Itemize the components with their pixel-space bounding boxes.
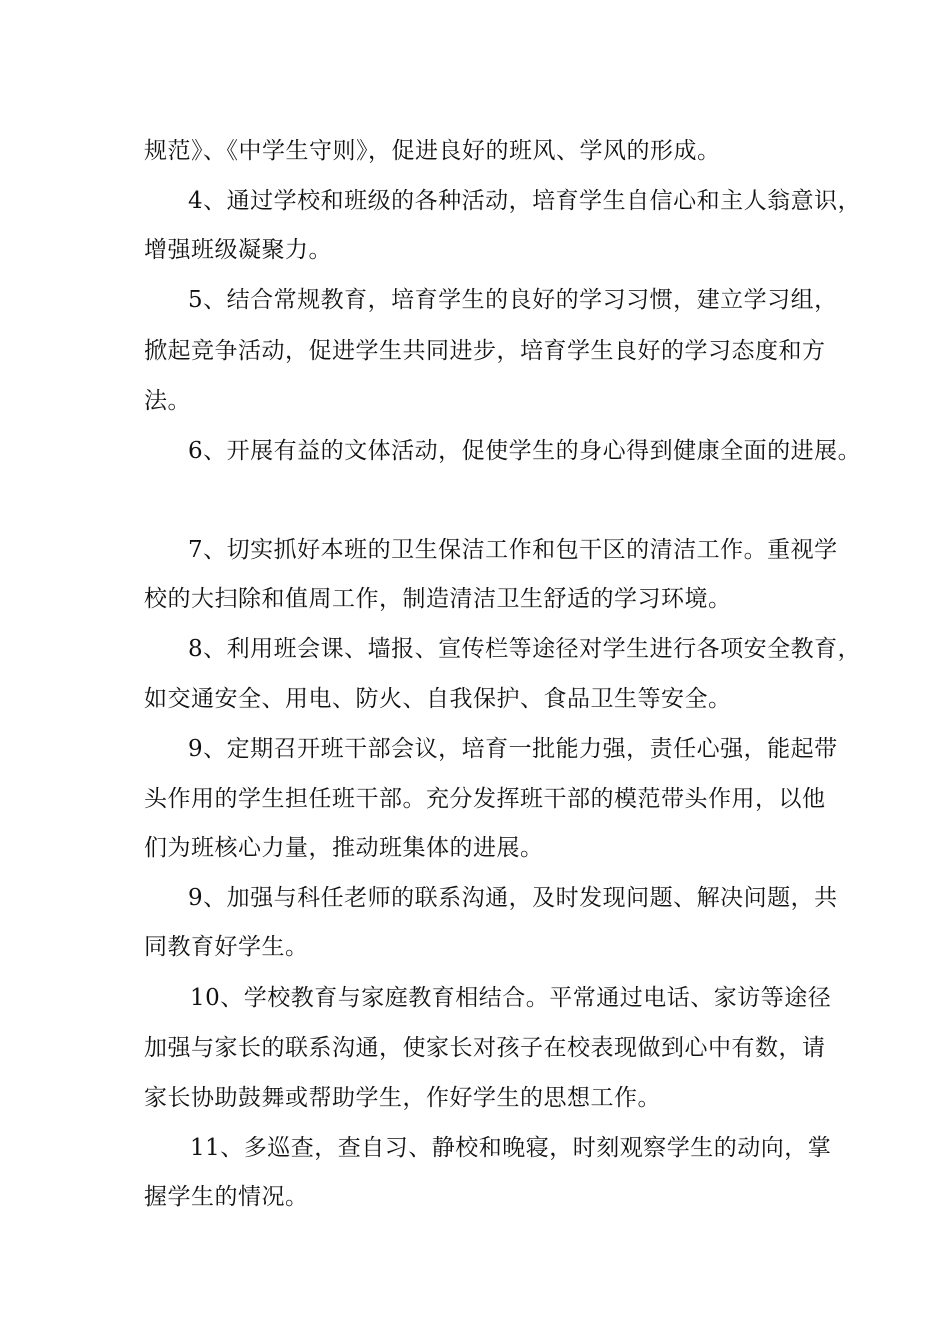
text-line-2: 4、通过学校和班级的各种活动，培育学生自信心和主人翁意识，	[188, 188, 862, 214]
text-line-5: 掀起竞争活动，促进学生共同进步，培育学生良好的学习态度和方	[144, 338, 826, 364]
text-line-19: 家长协助鼓舞或帮助学生，作好学生的思想工作。	[144, 1085, 661, 1111]
text-line-6: 法。	[144, 388, 191, 414]
text-line-16: 同教育好学生。	[144, 934, 309, 960]
text-line-4: 5、结合常规教育，培育学生的良好的学习习惯，建立学习组，	[188, 287, 838, 313]
text-line-11: 如交通安全、用电、防火、自我保护、食品卫生等安全。	[144, 686, 732, 712]
text-line-21: 握学生的情况。	[144, 1184, 309, 1210]
text-line-18: 加强与家长的联系沟通，使家长对孩子在校表现做到心中有数，请	[144, 1035, 826, 1061]
text-line-9: 校的大扫除和值周工作，制造清洁卫生舒适的学习环境。	[144, 586, 732, 612]
text-line-13: 头作用的学生担任班干部。充分发挥班干部的模范带头作用，以他	[144, 786, 826, 812]
text-line-8: 7、切实抓好本班的卫生保洁工作和包干区的清洁工作。重视学	[188, 537, 838, 563]
text-line-1: 规范》、《中学生守则》，促进良好的班风、学风的形成。	[144, 138, 721, 164]
text-line-17: 10、学校教育与家庭教育相结合。平常通过电话、家访等途径	[190, 985, 832, 1011]
text-line-7: 6、开展有益的文体活动，促使学生的身心得到健康全面的进展。	[188, 438, 862, 464]
text-line-12: 9、定期召开班干部会议，培育一批能力强，责任心强，能起带	[188, 736, 838, 762]
text-line-15: 9、加强与科任老师的联系沟通，及时发现问题、解决问题，共	[188, 885, 838, 911]
text-line-20: 11、多巡查，查自习、静校和晚寝，时刻观察学生的动向，掌	[190, 1135, 832, 1161]
text-line-3: 增强班级凝聚力。	[144, 237, 332, 263]
text-line-14: 们为班核心力量，推动班集体的进展。	[144, 835, 544, 861]
text-line-10: 8、利用班会课、墙报、宣传栏等途径对学生进行各项安全教育，	[188, 636, 862, 662]
